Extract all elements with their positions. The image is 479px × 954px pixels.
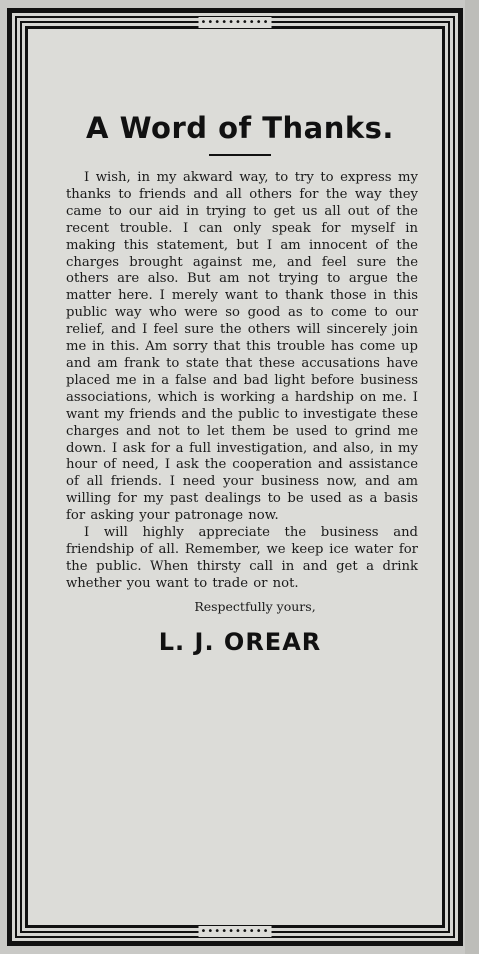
signature: L. J. OREAR <box>158 627 322 656</box>
adjacent-column-edge <box>465 0 479 954</box>
closing-line: Respectfully yours, <box>194 598 316 614</box>
title-rule <box>209 154 271 156</box>
body-paragraph: I will highly appreciate the business and friendship of all. Remember, we keep ice water for the public. When thirsty call in and get a drink whether you want to trade or not. <box>66 525 418 591</box>
notice-content <box>52 108 428 656</box>
border-ornament-bottom: •••••••••• <box>200 926 270 937</box>
notice-title: A Word of Thanks. <box>86 111 394 145</box>
border-ornament-top: •••••••••• <box>200 17 270 28</box>
body-paragraph: I wish, in my akward way, to try to express my thanks to friends and all others for the way they came to our aid in trying to get us all out of the recent trouble. I can only speak for myself in making this statement, but I am innocent of the charges brought against me, and feel sure the others are also. But am not trying to argue the matter here. I merely want to thank those in this public way who were so good as to come to our relief, and I feel sure the others will sincerely join me in this. Am sorry that this trouble has come up and am frank to state that these accusations have placed me in a false and bad light before business associations, which is working a hardship on me. I want my friends and the public to investigate these charges and not to let them be used to grind me down. I ask for a full investigation, and also, in my hour of need, I ask the cooperation and assistance of all friends. I need your business now, and am willing for my past dealings to be used as a basis for asking your patronage now. <box>66 170 419 524</box>
notice-body <box>52 170 428 593</box>
